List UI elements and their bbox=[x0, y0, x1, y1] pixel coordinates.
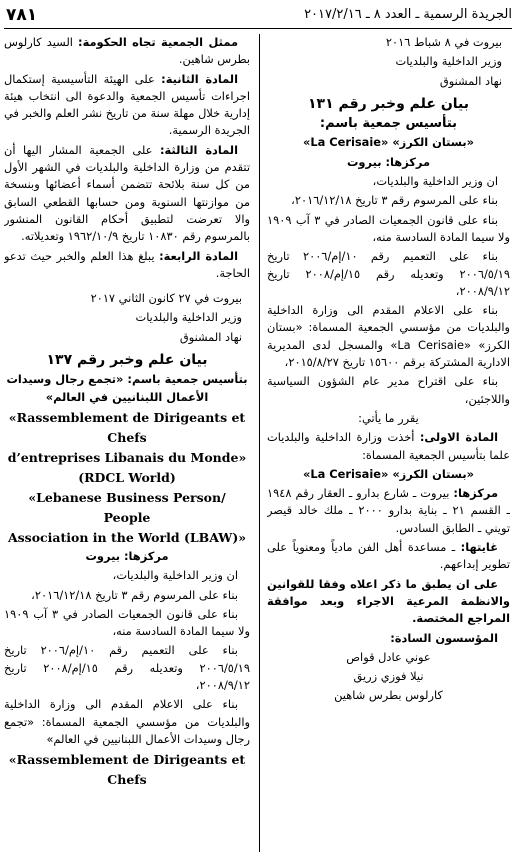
founder-name: كارلوس بطرس شاهين bbox=[334, 688, 443, 703]
gov-rep-clause bbox=[4, 34, 250, 69]
notice-137-title: بيان علم وخبر رقم ١٣٧ bbox=[46, 352, 208, 369]
recital: ان وزير الداخلية والبلديات، bbox=[372, 174, 498, 189]
recital-last: بناء على الاعلام المقدم الى وزارة الداخلية والبلديات من مؤسسي الجمعية المسماة: «تجمع رجال وسيدات الأعمال اللبنانيين في العالم» bbox=[4, 697, 250, 746]
article-4-text: يبلغ هذا العلم والخبر حيث تدعو الحاجة. bbox=[4, 248, 250, 280]
recital: بناء على التعميم رقم ١٠/إم/٢٠٠٦ تاريخ ٢٠٠٦/٥/١٩ وتعديله رقم ١٥/إم/٢٠٠٨ تاريخ ٢٠٠٨/٩/١٢، bbox=[4, 643, 250, 693]
article-2-label: المادة الثانية: bbox=[161, 71, 238, 86]
notice-131-hq: مركزها: بيروت bbox=[346, 154, 431, 169]
article-3-text: على الجمعية المشار اليها أن تتقدم من وزارة الداخلية والبلديات في الشهر الأول من كل سنة بلائحة تتضمن أسماء أعضائها وبنسخة من موازنتها السنوية ومن حسابها القطعي السابق والا تعرضت لتطبيق أحكام القانون المنشور بالمرسوم رقم ١٠٨٣٠ تاريخ ١٩٦٢/١٠/٩ وتعديلاته. bbox=[4, 142, 250, 244]
page-header bbox=[4, 4, 512, 29]
sign-minister-title: وزير الداخلية والبلديات bbox=[135, 310, 242, 325]
article-1-assoc-name: «بستان الكرز» «La Cerisaie» bbox=[303, 466, 474, 481]
sign-minister-name: نهاد المشنوق bbox=[179, 329, 242, 344]
hq-label: مركزها: bbox=[453, 486, 498, 501]
article-3 bbox=[4, 142, 250, 246]
recital: بناء على اقتراح مدير عام الشؤون السياسية واللاجئين، bbox=[267, 374, 510, 406]
recital: بناء على المرسوم رقم ٣ تاريخ ٢٠١٦/١٢/١٨، bbox=[291, 193, 498, 208]
recital: بناء على قانون الجمعيات الصادر في ٣ آب ١٩٠٩ ولا سيما المادة السادسة منه، bbox=[4, 606, 250, 639]
goal-text: ـ مساعدة أهل الفن مادياً ومعنوياً على تطوير إبداعهم. bbox=[267, 540, 510, 572]
notice-131-subtitle: بتأسيس جمعية باسم: bbox=[319, 116, 458, 132]
intro-minister-name: نهاد المشنوق bbox=[439, 73, 502, 88]
intro-date: بيروت في ٨ شباط ٢٠١٦ bbox=[385, 35, 502, 49]
french-name-line: «Rassemblement de Dirigeants et Chefs bbox=[8, 752, 246, 788]
column-divider bbox=[259, 34, 260, 852]
condition-clause: على ان يطبق ما ذكر اعلاه وفقا للقوانين والانظمة المرعية الاجراء وبعد موافقة المراجع المختصة. bbox=[267, 576, 510, 626]
recital: ان وزير الداخلية والبلديات، bbox=[112, 568, 238, 583]
founders-label: المؤسسون السادة: bbox=[390, 630, 498, 645]
article-1-label: المادة الاولى: bbox=[419, 430, 499, 445]
recital: بناء على المرسوم رقم ٣ تاريخ ٢٠١٦/١٢/١٨، bbox=[31, 587, 238, 602]
decides-line: يقرر ما يأتي: bbox=[358, 410, 419, 425]
notice-137-hq: مركزها: بيروت bbox=[85, 548, 169, 563]
article-2 bbox=[4, 71, 250, 140]
french-name-line: (RDCL World) bbox=[78, 469, 176, 485]
article-2-text: على الهيئة التأسيسية إستكمال اجراءات تأسيس الجمعية والدعوة الى انتخاب هيئة إدارية خلال مهلة سنة من تاريخ نشر العلم والخبر في الجريدة الرسمية. bbox=[4, 71, 250, 138]
article-4-label: المادة الرابعة: bbox=[159, 248, 238, 263]
page-number: ٧٨١ bbox=[6, 5, 38, 25]
founder-name: نيلا فوزي زريق bbox=[353, 669, 424, 684]
recital: بناء على قانون الجمعيات الصادر في ٣ آب ١٩٠٩ ولا سيما المادة السادسة منه، bbox=[267, 212, 510, 244]
sign-date: بيروت في ٢٧ كانون الثاني ٢٠١٧ bbox=[90, 291, 242, 306]
notice-137-subtitle: بتأسيس جمعية باسم: «تجمع رجال وسيدات الأعمال اللبنانيين في العالم» bbox=[6, 372, 248, 404]
founder-name: عوني عادل قواص bbox=[346, 649, 431, 664]
article-1-text: أخذت وزارة الداخلية والبلديات علما بتأسيس الجمعية المسماة: bbox=[267, 430, 510, 462]
french-name-line: «Rassemblement de Dirigeants et Chefs bbox=[8, 409, 246, 445]
right-column bbox=[267, 34, 510, 852]
hq-clause bbox=[267, 485, 510, 537]
notice-131-assoc-name: «بستان الكرز» «La Cerisaie» bbox=[303, 135, 474, 150]
french-name-line: d’entreprises Libanais du Monde» bbox=[7, 449, 247, 465]
intro-minister-title: وزير الداخلية والبلديات bbox=[395, 54, 502, 69]
recital: بناء على التعميم رقم ١٠/إم/٢٠٠٦ تاريخ ٢٠٠٦/٥/١٩ وتعديله رقم ١٥/إم/٢٠٠٨ تاريخ ٢٠٠٨/٩/١٢، bbox=[267, 249, 510, 298]
article-4 bbox=[4, 248, 250, 283]
gov-rep-text: السيد كارلوس بطرس شاهين. bbox=[4, 35, 250, 67]
notice-131-title: بيان علم وخبر رقم ١٣١ bbox=[308, 95, 469, 112]
recital: بناء على الاعلام المقدم الى وزارة الداخلية والبلديات من مؤسسي الجمعية المسماة: «بستان الكرز» «La Cerisaie» والمسجل لدى المديرية الادارية المشتركة برقم ١٥٦٠٠ تاريخ ٢٠١٥/٨/٢٧، bbox=[267, 303, 510, 370]
french-name-line: Association in the World (LBAW)» bbox=[7, 529, 247, 545]
goal-clause bbox=[267, 539, 510, 574]
gazette-title: الجريدة الرسمية ـ العدد ٨ ـ ٢٠١٧/٢/١٦ bbox=[304, 7, 512, 22]
left-column bbox=[4, 34, 250, 852]
gov-rep-label: ممثل الجمعية تجاه الحكومة: bbox=[78, 35, 239, 49]
french-name-line: «Lebanese Business Person/ People bbox=[28, 489, 226, 525]
notice-137-french-name bbox=[4, 408, 250, 548]
article-3-label: المادة الثالثة: bbox=[159, 142, 238, 157]
goal-label: غايتها: bbox=[460, 540, 498, 555]
article-1 bbox=[267, 429, 510, 464]
hq-text: بيروت ـ شارع بدارو ـ العقار رقم ١٩٤٨ ـ القسم ٢١ ـ بناية بدارو ٢٠٠٠ ـ ملك خالد قيصر تويني ـ الطابق السادس. bbox=[267, 486, 510, 535]
